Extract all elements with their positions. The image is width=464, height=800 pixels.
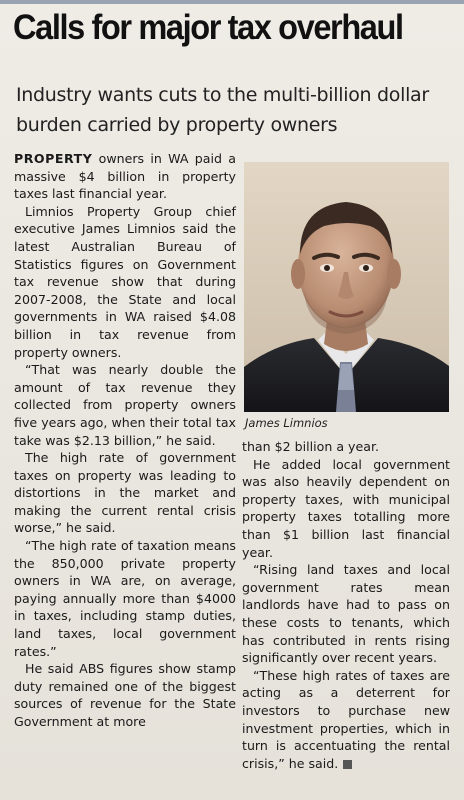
body-column-left: [14, 150, 236, 731]
paragraph-10: [242, 667, 450, 773]
paragraph-1-text: owners in WA paid a massive $4 billion in property taxes last financial year.: [14, 151, 236, 202]
paragraph-10-text: “These high rates of taxes are acting as a deterrent for investors to purchase new investment properties, which in turn is accentuating the rental crisis,” he said.: [242, 667, 450, 771]
paragraph-4: The high rate of government taxes on property was leading to distortions in the market and making the current rental crisis worse,” he said.: [14, 450, 236, 536]
standfirst-line-2: burden carried by property owners: [16, 114, 338, 136]
paragraph-8: He added local government was also heavily dependent on property taxes, with municipal property taxes totalling more than $1 billion last financial year.: [242, 456, 450, 560]
lead-word: PROPERTY: [14, 151, 93, 166]
headline: Calls for major tax overhaul: [13, 8, 403, 47]
portrait-illustration: [244, 162, 449, 412]
paragraph-9: “Rising land taxes and local government rates mean landlords have had to pass on these costs to tenants, which has contributed in rents rising significantly over recent years.: [242, 562, 450, 666]
paragraph-1: [14, 150, 236, 203]
standfirst-line-1: Industry wants cuts to the multi-billion dollar: [16, 84, 429, 106]
paragraph-2: Limnios Property Group chief executive James Limnios said the latest Australian Bureau of Statistics figures on Government tax revenue show that during 2007-2008, the State and local governments in WA raised $4.08 billion in tax revenue from property owners.: [14, 203, 236, 360]
photo-caption: James Limnios: [245, 416, 328, 430]
standfirst: [16, 80, 456, 140]
top-rule: [0, 0, 464, 4]
end-of-article-mark: [343, 760, 352, 769]
paragraph-6: He said ABS figures show stamp duty remained one of the biggest sources of revenue for the State Government at more: [14, 661, 236, 729]
paragraph-5: “The high rate of taxation means the 850,000 private property owners in WA are, on average, paying annually more than $4000 in taxes, including stamp duties, land taxes, local government rates.”: [14, 538, 236, 659]
body-column-right: [242, 438, 450, 772]
paragraph-3: “That was nearly double the amount of tax revenue they collected from property owners five years ago, when their total tax take was $2.13 billion,” he said.: [14, 362, 236, 448]
paragraph-7: than $2 billion a year.: [242, 439, 379, 454]
portrait-photo: [244, 162, 449, 412]
